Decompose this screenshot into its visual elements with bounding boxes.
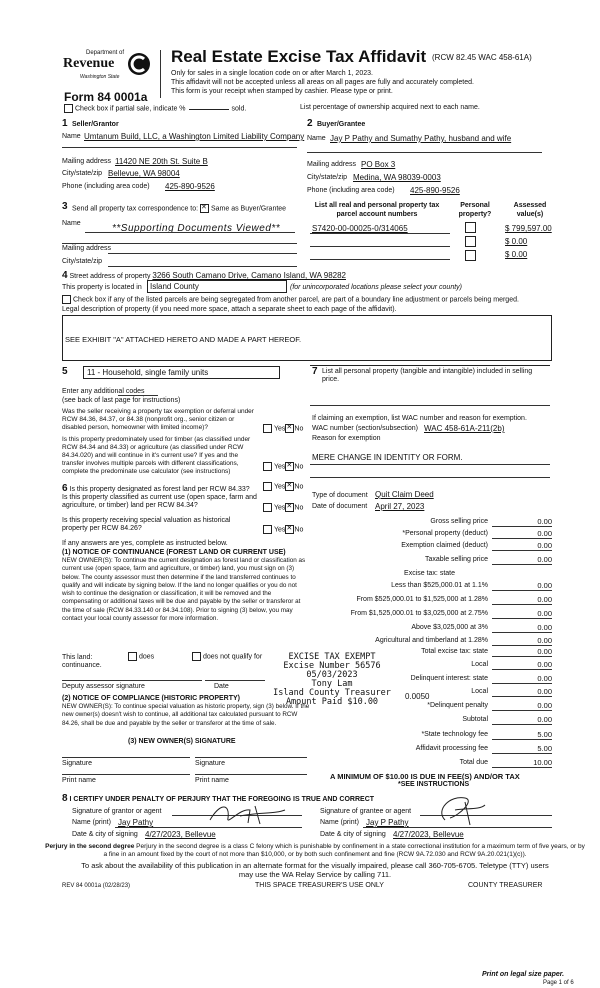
wac-number[interactable]: WAC 458-61A-211(2b) [424,424,505,433]
continuance-label: continuance. [62,662,102,669]
owner-signature-label-2: Signature [195,760,225,767]
grantee-date[interactable]: 4/27/2023, Bellevue [393,830,464,839]
dept-line1: Department of [86,50,125,56]
sec3-name-label: Name [62,220,81,227]
forest-no[interactable] [285,482,294,491]
tax-row-value[interactable]: 0.00 [537,623,552,632]
minimum-fee-note: A MINIMUM OF $10.00 IS DUE IN FEE(S) AND/OR TAX [330,772,520,781]
tax-row-label: Local [471,688,488,695]
county-note: (for unincorporated locations please select your county) [290,284,462,291]
buyer-phone-label: Phone (including area code) [307,187,395,194]
buyer-address[interactable]: PO Box 3 [361,160,396,169]
buyer-heading: Buyer/Grantee [317,121,366,128]
does-not-checkbox[interactable] [192,652,201,661]
does-checkbox[interactable] [128,652,137,661]
exemption-question: Was the seller receiving a property tax exemption or deferral under RCW 84.36, 84.37, or 84.38 (nonprofit org., senior citizen or disabled person, homeowner with limited income)? [62,408,254,431]
property-address[interactable]: 3266 South Camano Drive, Camano Island, WA 98282 [152,271,346,280]
sec3-addr-label: Mailing address [62,245,112,252]
legal-description-box[interactable] [62,315,552,361]
exemption-label: If claiming an exemption, list WAC number and reason for exemption. [312,415,527,422]
tax-row-value[interactable]: 0.00 [537,647,552,656]
perjury-text: Perjury in the second degree is a class C felony which is punishable by confinement in a state correctional institution for a maximum term of five years, or by a fine in an amount fixed by the court of not more than $10,000, or by both such confinement and fine (RCW 9A.72.030 and RCW 9A.20.021(1)(c)). [103,843,585,858]
buyer-name[interactable]: Jay P Pathy and Sumathy Pathy, husband and wife [330,134,512,143]
historic-question: Is this property receiving special valuation as historical property per RCW 84.26? [62,517,231,532]
timber-yes[interactable] [263,462,272,471]
current-use-question: Is this property classified as current use (open space, farm and agriculture, or timber) land per RCW 84.34? [62,494,257,509]
grantor-date[interactable]: 4/27/2023, Bellevue [145,830,216,839]
notice-compliance-body: NEW OWNER(S): To continue special valuation as historic property, sign (3) below. If the new owner(s) doesn't wish to continue, all additional tax calculated pursuant to RCW 84.26, shall be due and payable by the seller or transferor at the time of sale. [62,703,310,727]
grantor-date-label: Date & city of signing [72,831,138,838]
personal-property-checkbox-3[interactable] [465,250,476,261]
tax-row-label: Subtotal [462,716,488,723]
additional-codes-note: (see back of last page for instructions) [62,397,181,404]
tax-row-value[interactable]: 5.00 [537,730,552,739]
treasurer-stamp [272,653,392,707]
wac-label: WAC number (section/subsection) [312,425,418,432]
county-treasurer-label: COUNTY TREASURER [468,882,543,889]
tax-row-value[interactable]: 0.00 [537,609,552,618]
seller-heading: Seller/Grantor [72,121,119,128]
see-instructions: *SEE INSTRUCTIONS [398,781,470,788]
tax-row-value[interactable]: 0.00 [537,541,552,550]
parcel-number[interactable]: S7420-00-00025-0/314065 [312,224,408,233]
grantor-signature[interactable] [200,798,290,828]
buyer-addr-label: Mailing address [307,161,357,168]
located-label: This property is located in [62,284,142,291]
notice-continuance-body: NEW OWNER(S): To continue the current designation as forest land or classification as current use (open space, farm and agriculture, or timber) land, you must sign on (3) below. The county assessor must then determine if the land transferred continues to qualify and will indicate by signing below. If the land no longer qualifies or you do not wish to continue the designation or classification, it will be removed and the compensating or additional taxes will be due and payable by the seller or transferor at the time of sale (RCW 84.33.140 or 84.34.108). Prior to signing (3) below, you may contact your local county assessor for more information. [62,557,306,623]
reason-label: Reason for exemption [312,435,381,442]
stamp-line1: EXCISE TAX EXEMPT [288,652,376,662]
timber-no[interactable] [285,462,294,471]
stamp-line5: Island County Treasurer [273,688,391,698]
tax-row-label: Delinquent interest: state [410,675,488,682]
assessed-value-header: Assessed value(s) [513,202,547,218]
notice-continuance-heading: (1) NOTICE OF CONTINUANCE (FOREST LAND OR CURRENT USE) [62,549,286,556]
page-number: Page 1 of 6 [543,980,574,986]
tax-row-label: From $1,525,000.01 to $3,025,000 at 2.75% [350,610,488,617]
grantor-name[interactable]: Jay Pathy [118,818,154,827]
timber-question: Is this property predominately used for timber (as classified under RCW 84.34 and 84.33) or agriculture (as classified under RCW 84.34.020) and will continue in it's current use? If yes and the transfer involves multiple parcels with different classifications, complete the predominate use calculator (see instructions) [62,436,251,475]
current-use-no[interactable] [285,503,294,512]
dor-logo [60,50,155,90]
legal-description: SEE EXHIBIT "A" ATTACHED HERETO AND MADE A PART HEREOF. [65,335,302,344]
buyer-city-label: City/state/zip [307,174,348,181]
exemption-yes[interactable] [263,424,272,433]
seller-name-label: Name [62,133,81,140]
tax-row-label: *State technology fee [421,731,488,738]
personal-property-checkbox-1[interactable] [465,222,476,233]
this-land-label: This land: [62,654,93,661]
tax-row-value[interactable]: 0.00 [537,715,552,724]
forest-yes[interactable] [263,482,272,491]
supporting-docs-stamp: **Supporting Documents Viewed** [112,223,281,234]
tax-row-label: Exemption claimed (deduct) [401,542,488,549]
historic-no[interactable] [285,525,294,534]
assessed-value-1[interactable]: $ 799,597.00 [505,224,552,233]
personal-property-label: List all personal property (tangible and intangible) included in selling price. [322,368,533,383]
grantee-signature[interactable] [430,790,490,830]
does-not-label: does not qualify for [203,653,263,661]
tax-row-value[interactable]: 0.00 [537,595,552,604]
tax-row-label: Total due [459,759,488,766]
land-use-code-select[interactable]: 11 - Household, single family units [83,366,280,379]
county-select[interactable]: Island County [147,280,287,293]
tax-row-value[interactable]: 0.00 [537,529,552,538]
grantor-signature-label: Signature of grantor or agent [72,808,162,815]
header-note3: This form is your receipt when stamped by cashier. Please type or print. [171,88,393,95]
notice-compliance-heading: (2) NOTICE OF COMPLIANCE (HISTORIC PROPERTY) [62,695,240,702]
grantee-signature-label: Signature of grantee or agent [320,808,412,815]
treasurer-use-label: THIS SPACE TREASURER'S USE ONLY [255,882,384,889]
personal-property-checkbox-2[interactable] [465,236,476,247]
header-note1: Only for sales in a single location code on or after March 1, 2023. [171,70,373,77]
seller-city[interactable]: Bellevue, WA 98004 [108,169,180,178]
assessed-value-2[interactable]: $ 0.00 [505,237,528,246]
tax-row-label: Less than $525,000.01 at 1.1% [391,582,488,589]
doc-type[interactable]: Quit Claim Deed [375,490,434,499]
seller-phone[interactable]: 425-890-9526 [165,182,215,191]
tax-row-label: Total excise tax: state [421,648,488,655]
local-rate: 0.0050 [405,692,430,701]
stamp-line2: Excise Number 56576 [283,661,381,671]
grantee-date-label: Date & city of signing [320,831,386,838]
historic-yes[interactable] [263,525,272,534]
tax-row-value[interactable]: 10.00 [533,758,552,767]
partial-sale-checkbox[interactable] [64,104,246,113]
sec3-city-label: City/state/zip [62,258,103,265]
dept-line2: Revenue [63,56,115,71]
buyer-city[interactable]: Medina, WA 98039-0003 [353,173,441,182]
new-owner-signature-heading: (3) NEW OWNER(S) SIGNATURE [128,738,236,745]
dor-logo-icon [127,52,151,76]
dept-line3: Washington State [80,74,120,80]
seller-addr-label: Mailing address [62,158,112,165]
does-label: does [139,653,155,661]
assessed-value-3[interactable]: $ 0.00 [505,250,528,259]
tax-row-value[interactable]: 0.00 [537,660,552,669]
tax-row-label: Local [471,661,488,668]
same-as-buyer-checkbox[interactable] [200,204,209,213]
seller-address[interactable]: 11420 NE 20th St. Suite B [115,157,208,166]
stamp-line4: Tony Lam [311,679,353,689]
tax-row-label: *Delinquent penalty [427,702,488,709]
owner-print-name-2: Print name [195,777,229,784]
partial-sold: sold. [231,105,247,113]
tax-row-value[interactable]: 0.00 [537,701,552,710]
doc-date[interactable]: April 27, 2023 [375,502,425,511]
sec4-label: Street address of property [69,273,151,280]
seller-name[interactable]: Umtanum Build, LLC, a Washington Limited Liability Company [84,132,305,141]
tax-row-value[interactable]: 0.00 [537,517,552,526]
seller-phone-label: Phone (including area code) [62,183,150,190]
grantor-name-label: Name (print) [72,819,111,826]
seller-city-label: City/state/zip [62,170,103,177]
form-title: Real Estate Excise Tax Affidavit [171,47,427,66]
additional-codes-label: Enter any additional codes [62,388,145,395]
header-note2: This affidavit will not be accepted unless all areas on all pages are fully and accurately completed. [171,79,474,86]
stamp-line6: Amount Paid $10.00 [285,697,379,707]
revision-number: REV 84 0001a (02/28/23) [62,883,131,889]
print-note: Print on legal size paper. [482,971,565,978]
tax-row-label: Excise tax: state [404,570,455,577]
tax-row-value[interactable]: 0.00 [537,674,552,683]
if-any-yes: If any answers are yes, complete as instructed below. [62,540,228,547]
tax-row-value[interactable]: 0.00 [537,687,552,696]
deputy-date-label: Date [214,683,229,690]
ownership-note: List percentage of ownership acquired next to each name. [300,104,480,111]
buyer-phone[interactable]: 425-890-9526 [410,186,460,195]
tax-row-label: From $525,000.01 to $1,525,000 at 1.28% [356,596,488,603]
parcels-header: List all real and personal property tax parcel account numbers [314,202,440,218]
tax-row-label: Agricultural and timberland at 1.28% [375,637,488,644]
deputy-signature-label: Deputy assessor signature [62,683,145,690]
stamp-line3: 05/03/2023 [306,670,358,680]
same-as-buyer-label: Same as Buyer/Grantee [210,205,287,213]
forest-land-question: Is this property designated as forest land per RCW 84.33? [69,486,250,493]
buyer-name-label: Name [307,135,326,142]
tax-row-label: Affidavit processing fee [415,745,488,752]
tax-row-value[interactable]: 0.00 [537,555,552,564]
tax-row-value[interactable]: 0.00 [537,636,552,645]
exemption-no[interactable] [285,424,294,433]
tax-row-label: Above $3,025,000 at 3% [411,624,488,631]
tax-row-label: *Personal property (deduct) [402,530,488,537]
segregated-checkbox[interactable] [62,295,71,304]
perjury-note: Perjury in the second degree Perjury in the second degree is a class C felony which is punishable by confinement in a state correctional institution for a maximum term of five years, or by a fine in an amount fixed by the court of not more than $10,000, or by both such confinement and fine (RCW 9A.72.030 and RCW 9A.20.021(1)(c)). [45,843,585,858]
doc-type-label: Type of document [312,492,368,499]
grantee-name-label: Name (print) [320,819,359,826]
accessibility-note: To ask about the availability of this publication in an alternate format for the visually impaired, please call 360-705-6705. Teletype (TTY) users may use the WA Relay Service by calling 711. [81,861,549,879]
tax-row-value[interactable]: 5.00 [537,744,552,753]
owner-signature-label-1: Signature [62,760,92,767]
tax-row-value[interactable]: 0.00 [537,581,552,590]
owner-print-name-1: Print name [62,777,96,784]
grantee-name[interactable]: Jay P Pathy [366,818,409,827]
legal-label: Legal description of property (if you need more space, attach a separate sheet to each page of the affidavit). [62,306,397,313]
segregated-label: Check box if any of the listed parcels are being segregated from another parcel, are part of a boundary line adjustment or parcels being merged. [73,296,519,304]
partial-label: Check box if partial sale, indicate % [75,105,186,113]
sec3-label: Send all property tax correspondence to: [72,205,199,213]
form-number: Form 84 0001a [64,90,148,104]
current-use-yes[interactable] [263,503,272,512]
tax-row-label: Taxable selling price [424,556,488,563]
certify-statement: I CERTIFY UNDER PENALTY OF PERJURY THAT THE FOREGOING IS TRUE AND CORRECT [69,796,375,803]
doc-date-label: Date of document [312,503,368,510]
tax-row-label: Gross selling price [430,518,488,525]
personal-property-header: Personal property? [458,202,492,218]
exemption-reason[interactable]: MERE CHANGE IN IDENTITY OR FORM. [312,453,463,462]
title-ref: (RCW 82.45 WAC 458-61A) [432,53,532,62]
